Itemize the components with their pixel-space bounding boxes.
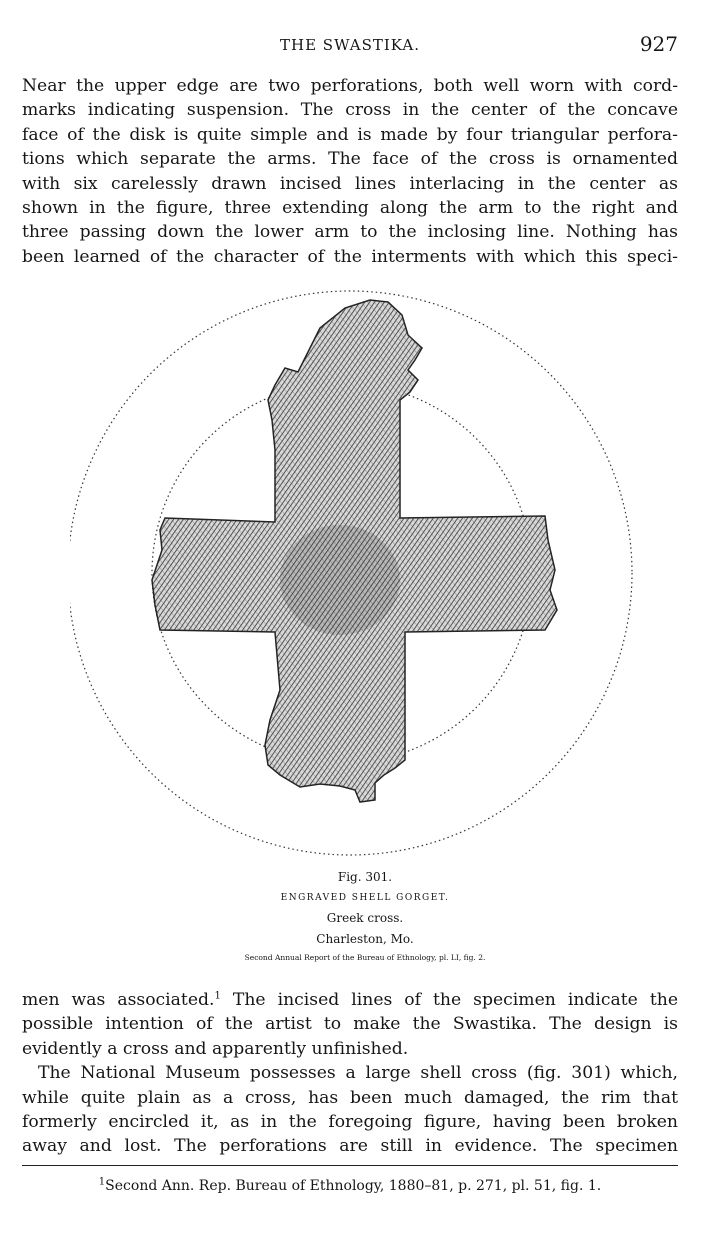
engraved-cross-illustration (70, 290, 660, 870)
text-line: possible intention of the artist to make the Swastika. The design is (22, 1014, 678, 1035)
text-line: while quite plain as a cross, has been much damaged, the rim that (22, 1087, 678, 1108)
text-line: Near the upper edge are two perforations, both well worn with cord- (22, 76, 678, 96)
footnote (22, 1178, 678, 1194)
text-line: tions which separate the arms. The face of the cross is ornamented (22, 149, 678, 170)
text-line: marks indicating suspension. The cross in the center of the concave (22, 100, 678, 121)
footnote-divider (22, 1165, 678, 1166)
text-line: evidently a cross and apparently unfinished. (22, 1038, 409, 1059)
footnote-text: Second Ann. Rep. Bureau of Ethnology, 1880–81, p. 271, pl. 51, fig. 1. (105, 1178, 602, 1194)
page-number: 927 (639, 32, 678, 56)
text-fragment: The incised lines of the specimen indicate the (220, 990, 678, 1010)
footnote-reference: 1 (214, 990, 221, 1002)
text-line: The National Museum possesses a large shell cross (fig. 301) which, (38, 1063, 678, 1084)
cross-shape (152, 300, 557, 802)
text-line: face of the disk is quite simple and is made by four triangular perfora- (22, 124, 678, 145)
running-title: THE SWASTIKA. (280, 36, 420, 54)
paragraph-bottom (22, 988, 678, 1159)
figure-subtitle-2: Charleston, Mo. (316, 932, 414, 946)
text-line: three passing down the lower arm to the inclosing line. Nothing has (22, 222, 678, 243)
text-line (22, 988, 678, 1012)
figure-title: ENGRAVED SHELL GORGET. (280, 893, 450, 903)
page-header (22, 32, 678, 56)
text-line: formerly encircled it, as in the foregoing figure, having been broken (22, 1112, 678, 1133)
text-line: been learned of the character of the interments with which this speci- (22, 246, 678, 267)
figure-shell-gorget (70, 290, 660, 870)
text-line: away and lost. The perforations are still in evidence. The specimen (22, 1136, 678, 1157)
figure-subtitle-1: Greek cross. (326, 911, 404, 925)
text-fragment: men was associated. (22, 990, 215, 1010)
text-line: shown in the figure, three extending along the arm to the right and (22, 198, 678, 219)
figure-number: Fig. 301. (337, 870, 393, 884)
text-line: with six carelessly drawn incised lines interlacing in the center as (22, 173, 678, 194)
figure-source: Second Annual Report of the Bureau of Ethnology, pl. LI, fig. 2. (244, 953, 486, 962)
paragraph-top (22, 74, 678, 269)
footnote-marker: 1 (98, 1176, 106, 1188)
